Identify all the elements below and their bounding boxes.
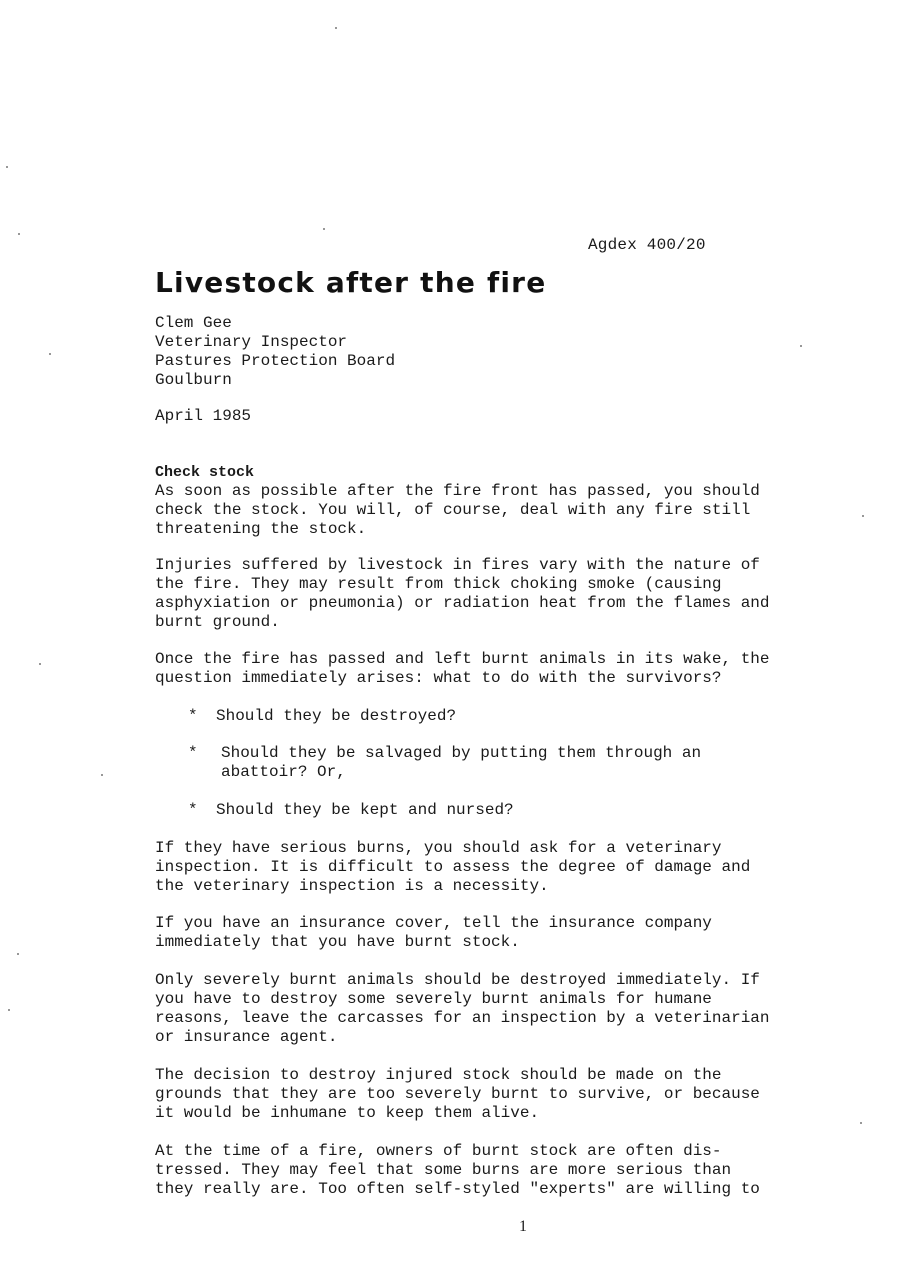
paragraph-line: At the time of a fire, owners of burnt stock are often dis- bbox=[155, 1142, 722, 1160]
scan-speck bbox=[800, 345, 802, 347]
bullet-text bbox=[216, 801, 514, 820]
author-location: Goulburn bbox=[155, 371, 232, 389]
paragraph-line: the veterinary inspection is a necessity. bbox=[155, 877, 549, 895]
paragraph-line: grounds that they are too severely burnt to survive, or because bbox=[155, 1085, 760, 1103]
publication-date: April 1985 bbox=[155, 407, 252, 425]
author-block bbox=[155, 314, 395, 390]
author-organisation: Pastures Protection Board bbox=[155, 352, 396, 370]
paragraph bbox=[155, 1066, 775, 1123]
scan-speck bbox=[101, 774, 103, 776]
paragraph bbox=[155, 1142, 775, 1199]
paragraph-line: you have to destroy some severely burnt animals for humane bbox=[155, 990, 712, 1008]
paragraph bbox=[155, 556, 775, 632]
paragraph-line: Once the fire has passed and left burnt animals in its wake, the bbox=[155, 650, 770, 668]
scan-speck bbox=[39, 663, 41, 665]
paragraph-line: If they have serious burns, you should ask for a veterinary bbox=[155, 839, 722, 857]
scan-speck bbox=[323, 228, 325, 230]
paragraph bbox=[155, 482, 775, 539]
section-heading: Check stock bbox=[155, 464, 255, 481]
scan-speck bbox=[8, 1009, 10, 1011]
document-title: Livestock after the fire bbox=[155, 266, 547, 299]
bullet-marker: * bbox=[188, 744, 198, 762]
paragraph-line: or insurance agent. bbox=[155, 1028, 338, 1046]
paragraph bbox=[155, 914, 775, 952]
paragraph-line: If you have an insurance cover, tell the insurance company bbox=[155, 914, 712, 932]
agdex-reference: Agdex 400/20 bbox=[588, 236, 706, 254]
paragraph-line: immediately that you have burnt stock. bbox=[155, 933, 520, 951]
scan-speck bbox=[17, 953, 19, 955]
scan-speck bbox=[862, 515, 864, 517]
paragraph-line: threatening the stock. bbox=[155, 520, 367, 538]
scan-speck bbox=[49, 353, 51, 355]
scan-speck bbox=[18, 233, 20, 235]
bullet-text bbox=[216, 707, 456, 726]
bullet-line: Should they be destroyed? bbox=[216, 707, 457, 725]
paragraph-line: tressed. They may feel that some burns are more serious than bbox=[155, 1161, 732, 1179]
paragraph-line: reasons, leave the carcasses for an inspection by a veterinarian bbox=[155, 1009, 770, 1027]
paragraph-line: question immediately arises: what to do with the survivors? bbox=[155, 669, 722, 687]
author-name: Clem Gee bbox=[155, 314, 232, 332]
paragraph-line: check the stock. You will, of course, deal with any fire still bbox=[155, 501, 751, 519]
paragraph-line: the fire. They may result from thick choking smoke (causing bbox=[155, 575, 722, 593]
paragraph bbox=[155, 650, 775, 688]
bullet-line: abattoir? Or, bbox=[221, 763, 346, 781]
paragraph-line: inspection. It is difficult to assess the degree of damage and bbox=[155, 858, 751, 876]
bullet-line: Should they be kept and nursed? bbox=[216, 801, 514, 819]
paragraph-line: Only severely burnt animals should be destroyed immediately. If bbox=[155, 971, 760, 989]
scan-speck bbox=[6, 166, 8, 168]
bullet-item bbox=[188, 744, 748, 782]
page-number: 1 bbox=[519, 1218, 527, 1235]
author-position: Veterinary Inspector bbox=[155, 333, 348, 351]
bullet-line: Should they be salvaged by putting them through an bbox=[221, 744, 702, 762]
paragraph-line: they really are. Too often self-styled "experts" are willing to bbox=[155, 1180, 760, 1198]
bullet-item bbox=[188, 801, 748, 820]
paragraph bbox=[155, 839, 775, 896]
bullet-item bbox=[188, 707, 748, 726]
bullet-text bbox=[221, 744, 701, 782]
paragraph-line: asphyxiation or pneumonia) or radiation heat from the flames and bbox=[155, 594, 770, 612]
paragraph-line: it would be inhumane to keep them alive. bbox=[155, 1104, 540, 1122]
paragraph bbox=[155, 971, 775, 1047]
scan-speck bbox=[335, 27, 337, 29]
paragraph-line: As soon as possible after the fire front has passed, you should bbox=[155, 482, 760, 500]
bullet-marker: * bbox=[188, 801, 198, 819]
paragraph-line: burnt ground. bbox=[155, 613, 280, 631]
paragraph-line: Injuries suffered by livestock in fires vary with the nature of bbox=[155, 556, 760, 574]
scan-speck bbox=[860, 1122, 862, 1124]
paragraph-line: The decision to destroy injured stock should be made on the bbox=[155, 1066, 722, 1084]
bullet-marker: * bbox=[188, 707, 198, 725]
